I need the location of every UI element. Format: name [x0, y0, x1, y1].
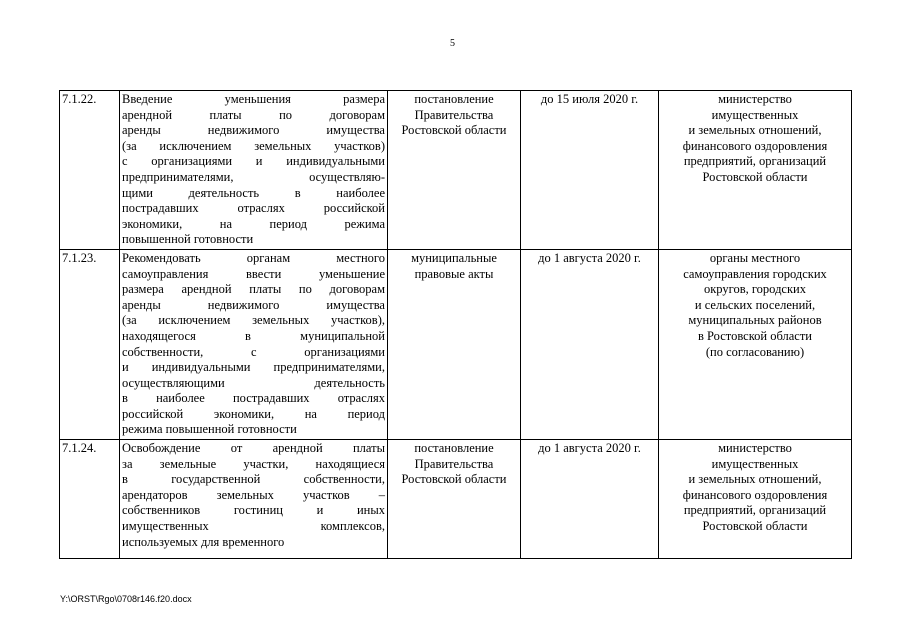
measure-line: имущественных комплексов,: [122, 519, 385, 534]
document-type: [388, 249, 521, 439]
measure-line: в наиболее пострадавших отраслях: [122, 391, 385, 406]
responsible-executor: [659, 440, 852, 559]
document-line: муниципальные: [411, 250, 497, 265]
document-line: Ростовской области: [401, 472, 507, 487]
measure-line: и индивидуальными предпринимателями,: [122, 360, 385, 375]
measure-line: в государственной собственности,: [122, 472, 385, 487]
measure-line: за земельные участки, находящиеся: [122, 456, 385, 471]
measure-line: (за исключением земельных участков),: [122, 313, 385, 328]
measure-line: предпринимателями, осуществляю-: [122, 169, 385, 184]
executor-line: и сельских поселений,: [694, 297, 816, 312]
deadline: до 1 августа 2020 г.: [521, 249, 659, 439]
executor-line: финансового оздоровления: [682, 487, 828, 502]
executor-line: финансового оздоровления: [682, 138, 828, 153]
executor-line: Ростовской области: [702, 519, 808, 534]
measure-line: аренды недвижимого имущества: [122, 297, 385, 312]
measure-description: [120, 91, 388, 250]
responsible-executor: [659, 91, 852, 250]
executor-line: самоуправления городских: [683, 266, 827, 281]
measure-line: Освобождение от арендной платы: [122, 441, 385, 456]
measure-line: режима повышенной готовности: [122, 422, 297, 437]
measure-description: [120, 249, 388, 439]
item-number: 7.1.24.: [60, 440, 120, 559]
page-number: 5: [450, 38, 455, 49]
executor-line: имущественных: [711, 456, 799, 471]
executor-line: Ростовской области: [702, 169, 808, 184]
document-line: постановление: [414, 441, 494, 456]
measure-line: самоуправления ввести уменьшение: [122, 266, 385, 281]
measure-line: с организациями и индивидуальными: [122, 154, 385, 169]
measure-line: Рекомендовать органам местного: [122, 250, 385, 265]
measure-line: повышенной готовности: [122, 232, 254, 247]
item-number: 7.1.22.: [60, 91, 120, 250]
deadline: до 1 августа 2020 г.: [521, 440, 659, 559]
document-line: Правительства: [414, 456, 494, 471]
document-line: Ростовской области: [401, 123, 507, 138]
measures-table: [59, 90, 852, 559]
table-row: [60, 440, 852, 559]
measure-line: размера арендной платы по договорам: [122, 282, 385, 297]
executor-line: предприятий, организаций: [683, 154, 827, 169]
file-path-footer: Y:\ORST\Rgo\0708r146.f20.docx: [60, 594, 192, 604]
executor-line: округов, городских: [703, 282, 806, 297]
measure-line: Введение уменьшения размера: [122, 92, 385, 106]
executor-line: муниципальных районов: [688, 313, 822, 328]
executor-line: министерство: [718, 92, 792, 106]
measure-line: экономики, на период режима: [122, 216, 385, 231]
measure-line: собственников гостиниц и иных: [122, 503, 385, 518]
document-line: правовые акты: [414, 266, 494, 281]
executor-line: в Ростовской области: [698, 328, 812, 343]
table-row: [60, 249, 852, 439]
executor-line: имущественных: [711, 107, 799, 122]
document-type: [388, 440, 521, 559]
measure-line: используемых для временного: [122, 534, 285, 549]
measure-line: арендной платы по договорам: [122, 107, 385, 122]
deadline: до 15 июля 2020 г.: [521, 91, 659, 250]
measure-description: [120, 440, 388, 559]
item-number: 7.1.23.: [60, 249, 120, 439]
responsible-executor: [659, 249, 852, 439]
measure-line: собственности, с организациями: [122, 344, 385, 359]
document-line: постановление: [414, 92, 494, 106]
measure-line: аренды недвижимого имущества: [122, 123, 385, 138]
executor-line: министерство: [718, 441, 792, 456]
measure-line: (за исключением земельных участков): [122, 138, 385, 153]
measure-line: находящегося в муниципальной: [122, 328, 385, 343]
table-row: [60, 91, 852, 250]
executor-line: (по согласованию): [705, 344, 805, 359]
executor-line: и земельных отношений,: [688, 123, 822, 138]
measure-line: пострадавших отраслях российской: [122, 201, 385, 216]
measure-line: осуществляющими деятельность: [122, 375, 385, 390]
executor-line: и земельных отношений,: [688, 472, 822, 487]
document-line: Правительства: [414, 107, 494, 122]
executor-line: предприятий, организаций: [683, 503, 827, 518]
measure-line: российской экономики, на период: [122, 406, 385, 421]
measure-line: арендаторов земельных участков –: [122, 487, 385, 502]
measure-line: щими деятельность в наиболее: [122, 185, 385, 200]
document-type: [388, 91, 521, 250]
executor-line: органы местного: [709, 250, 801, 265]
